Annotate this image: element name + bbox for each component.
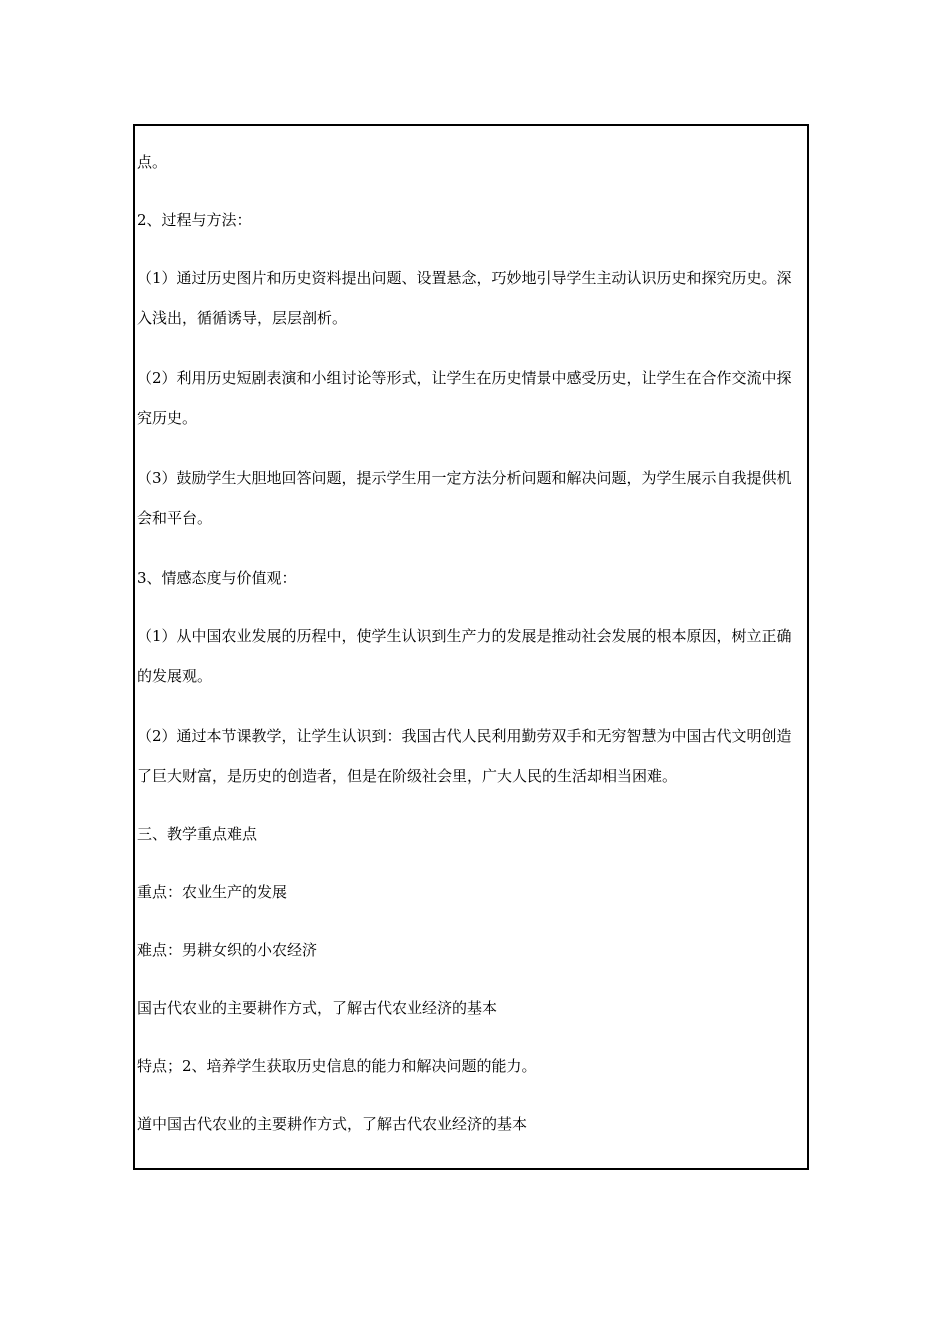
text-line-fragment-2: 特点；2、培养学生获取历史信息的能力和解决问题的能力。	[137, 1057, 537, 1075]
key-point-line: 重点：农业生产的发展	[137, 883, 288, 901]
difficult-point-line: 难点：男耕女织的小农经济	[137, 941, 318, 959]
text-line-1: 点。	[137, 153, 168, 171]
paragraph-item-4: （1）从中国农业发展的历程中，使学生认识到生产力的发展是推动社会发展的根本原因，树立正确的发展观。	[137, 627, 792, 685]
paragraph-item-5: （2）通过本节课教学，让学生认识到：我国古代人民利用勤劳双手和无穷智慧为中国古代文明创造了巨大财富，是历史的创造者，但是在阶级社会里，广大人民的生活却相当困难。	[137, 727, 792, 785]
section-heading-key-points: 三、教学重点难点	[137, 825, 258, 843]
section-heading-process-methods: 2、过程与方法：	[137, 211, 252, 229]
paragraph-item-2: （2）利用历史短剧表演和小组讨论等形式，让学生在历史情景中感受历史，让学生在合作交流中探究历史。	[137, 369, 792, 427]
text-line-fragment-3: 道中国古代农业的主要耕作方式，了解古代农业经济的基本	[137, 1115, 528, 1133]
section-heading-emotion-values: 3、情感态度与价值观：	[137, 569, 297, 587]
paragraph-item-3: （3）鼓励学生大胆地回答问题，提示学生用一定方法分析问题和解决问题，为学生展示自我提供机会和平台。	[137, 469, 792, 527]
paragraph-item-1: （1）通过历史图片和历史资料提出问题、设置悬念，巧妙地引导学生主动认识历史和探究历史。深入浅出，循循诱导，层层剖析。	[137, 269, 792, 327]
text-line-fragment-1: 国古代农业的主要耕作方式，了解古代农业经济的基本	[137, 999, 498, 1017]
document-frame	[133, 124, 809, 1170]
